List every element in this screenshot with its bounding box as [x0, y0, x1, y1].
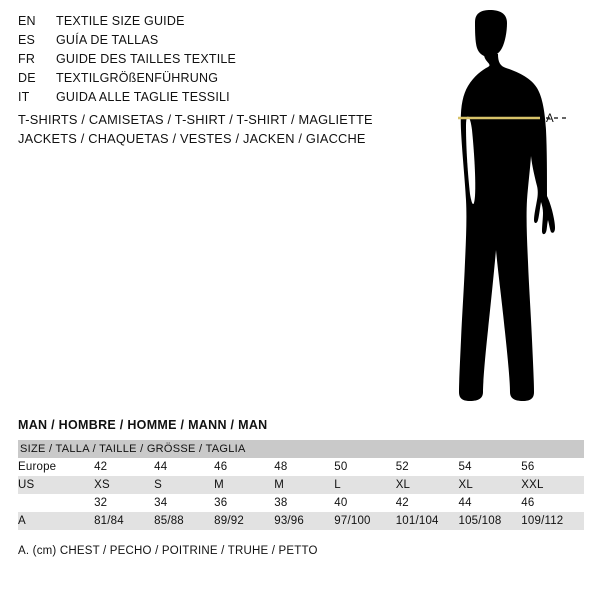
language-code: ES — [18, 33, 36, 47]
cell: M — [274, 476, 334, 494]
cell: XS — [94, 476, 154, 494]
category-tshirts: T-SHIRTS / CAMISETAS / T-SHIRT / T-SHIRT / MAGLIETTE — [18, 112, 373, 127]
language-row — [18, 52, 378, 71]
cell: 42 — [94, 458, 154, 476]
language-title: GUIDE DES TAILLES TEXTILE — [56, 52, 237, 66]
table-row — [18, 494, 584, 512]
cell: XL — [458, 476, 521, 494]
language-title: GUIDA ALLE TAGLIE TESSILI — [56, 90, 230, 104]
category-jackets: JACKETS / CHAQUETAS / VESTES / JACKEN / GIACCHE — [18, 131, 366, 146]
cell: 38 — [274, 494, 334, 512]
cell: 109/112 — [521, 512, 584, 530]
cell: 46 — [214, 458, 274, 476]
language-code: IT — [18, 90, 30, 104]
language-title: TEXTILE SIZE GUIDE — [56, 14, 185, 28]
language-row — [18, 90, 378, 109]
cell: 50 — [334, 458, 395, 476]
cell: 36 — [214, 494, 274, 512]
cell: 56 — [521, 458, 584, 476]
language-list — [18, 14, 378, 109]
cell: 34 — [154, 494, 214, 512]
cell: 101/104 — [396, 512, 459, 530]
cell: 42 — [396, 494, 459, 512]
cell: 85/88 — [154, 512, 214, 530]
cell: 32 — [94, 494, 154, 512]
language-row — [18, 71, 378, 90]
table-row — [18, 512, 584, 530]
cell: 81/84 — [94, 512, 154, 530]
cell: M — [214, 476, 274, 494]
language-code: DE — [18, 71, 36, 85]
language-code: FR — [18, 52, 36, 66]
cell: 105/108 — [458, 512, 521, 530]
measure-label-a: A — [546, 113, 555, 125]
row-label — [18, 494, 94, 512]
language-code: EN — [18, 14, 36, 28]
language-row — [18, 14, 378, 33]
size-table-wrap — [18, 440, 584, 530]
footnote-chest: A. (cm) CHEST / PECHO / POITRINE / TRUHE / PETTO — [18, 545, 318, 557]
size-table — [18, 440, 584, 530]
row-label: US — [18, 476, 94, 494]
cell: 40 — [334, 494, 395, 512]
row-label: Europe — [18, 458, 94, 476]
cell: 52 — [396, 458, 459, 476]
table-row — [18, 458, 584, 476]
cell: 97/100 — [334, 512, 395, 530]
cell: 46 — [521, 494, 584, 512]
table-header-label: SIZE / TALLA / TAILLE / GRÖSSE / TAGLIA — [18, 440, 584, 458]
table-header-row — [18, 440, 584, 458]
cell: 48 — [274, 458, 334, 476]
language-title: TEXTILGRÖßENFÜHRUNG — [56, 71, 219, 85]
cell: 54 — [458, 458, 521, 476]
category-list — [18, 110, 418, 148]
cell: 93/96 — [274, 512, 334, 530]
cell: 44 — [458, 494, 521, 512]
row-label: A — [18, 512, 94, 530]
group-title-man: MAN / HOMBRE / HOMME / MANN / MAN — [18, 418, 268, 432]
cell: L — [334, 476, 395, 494]
language-row — [18, 33, 378, 52]
cell: 44 — [154, 458, 214, 476]
language-title: GUÍA DE TALLAS — [56, 33, 159, 47]
table-row — [18, 476, 584, 494]
male-silhouette-figure — [400, 10, 600, 410]
silhouette-icon — [400, 10, 600, 410]
cell: S — [154, 476, 214, 494]
cell: XL — [396, 476, 459, 494]
cell: 89/92 — [214, 512, 274, 530]
cell: XXL — [521, 476, 584, 494]
